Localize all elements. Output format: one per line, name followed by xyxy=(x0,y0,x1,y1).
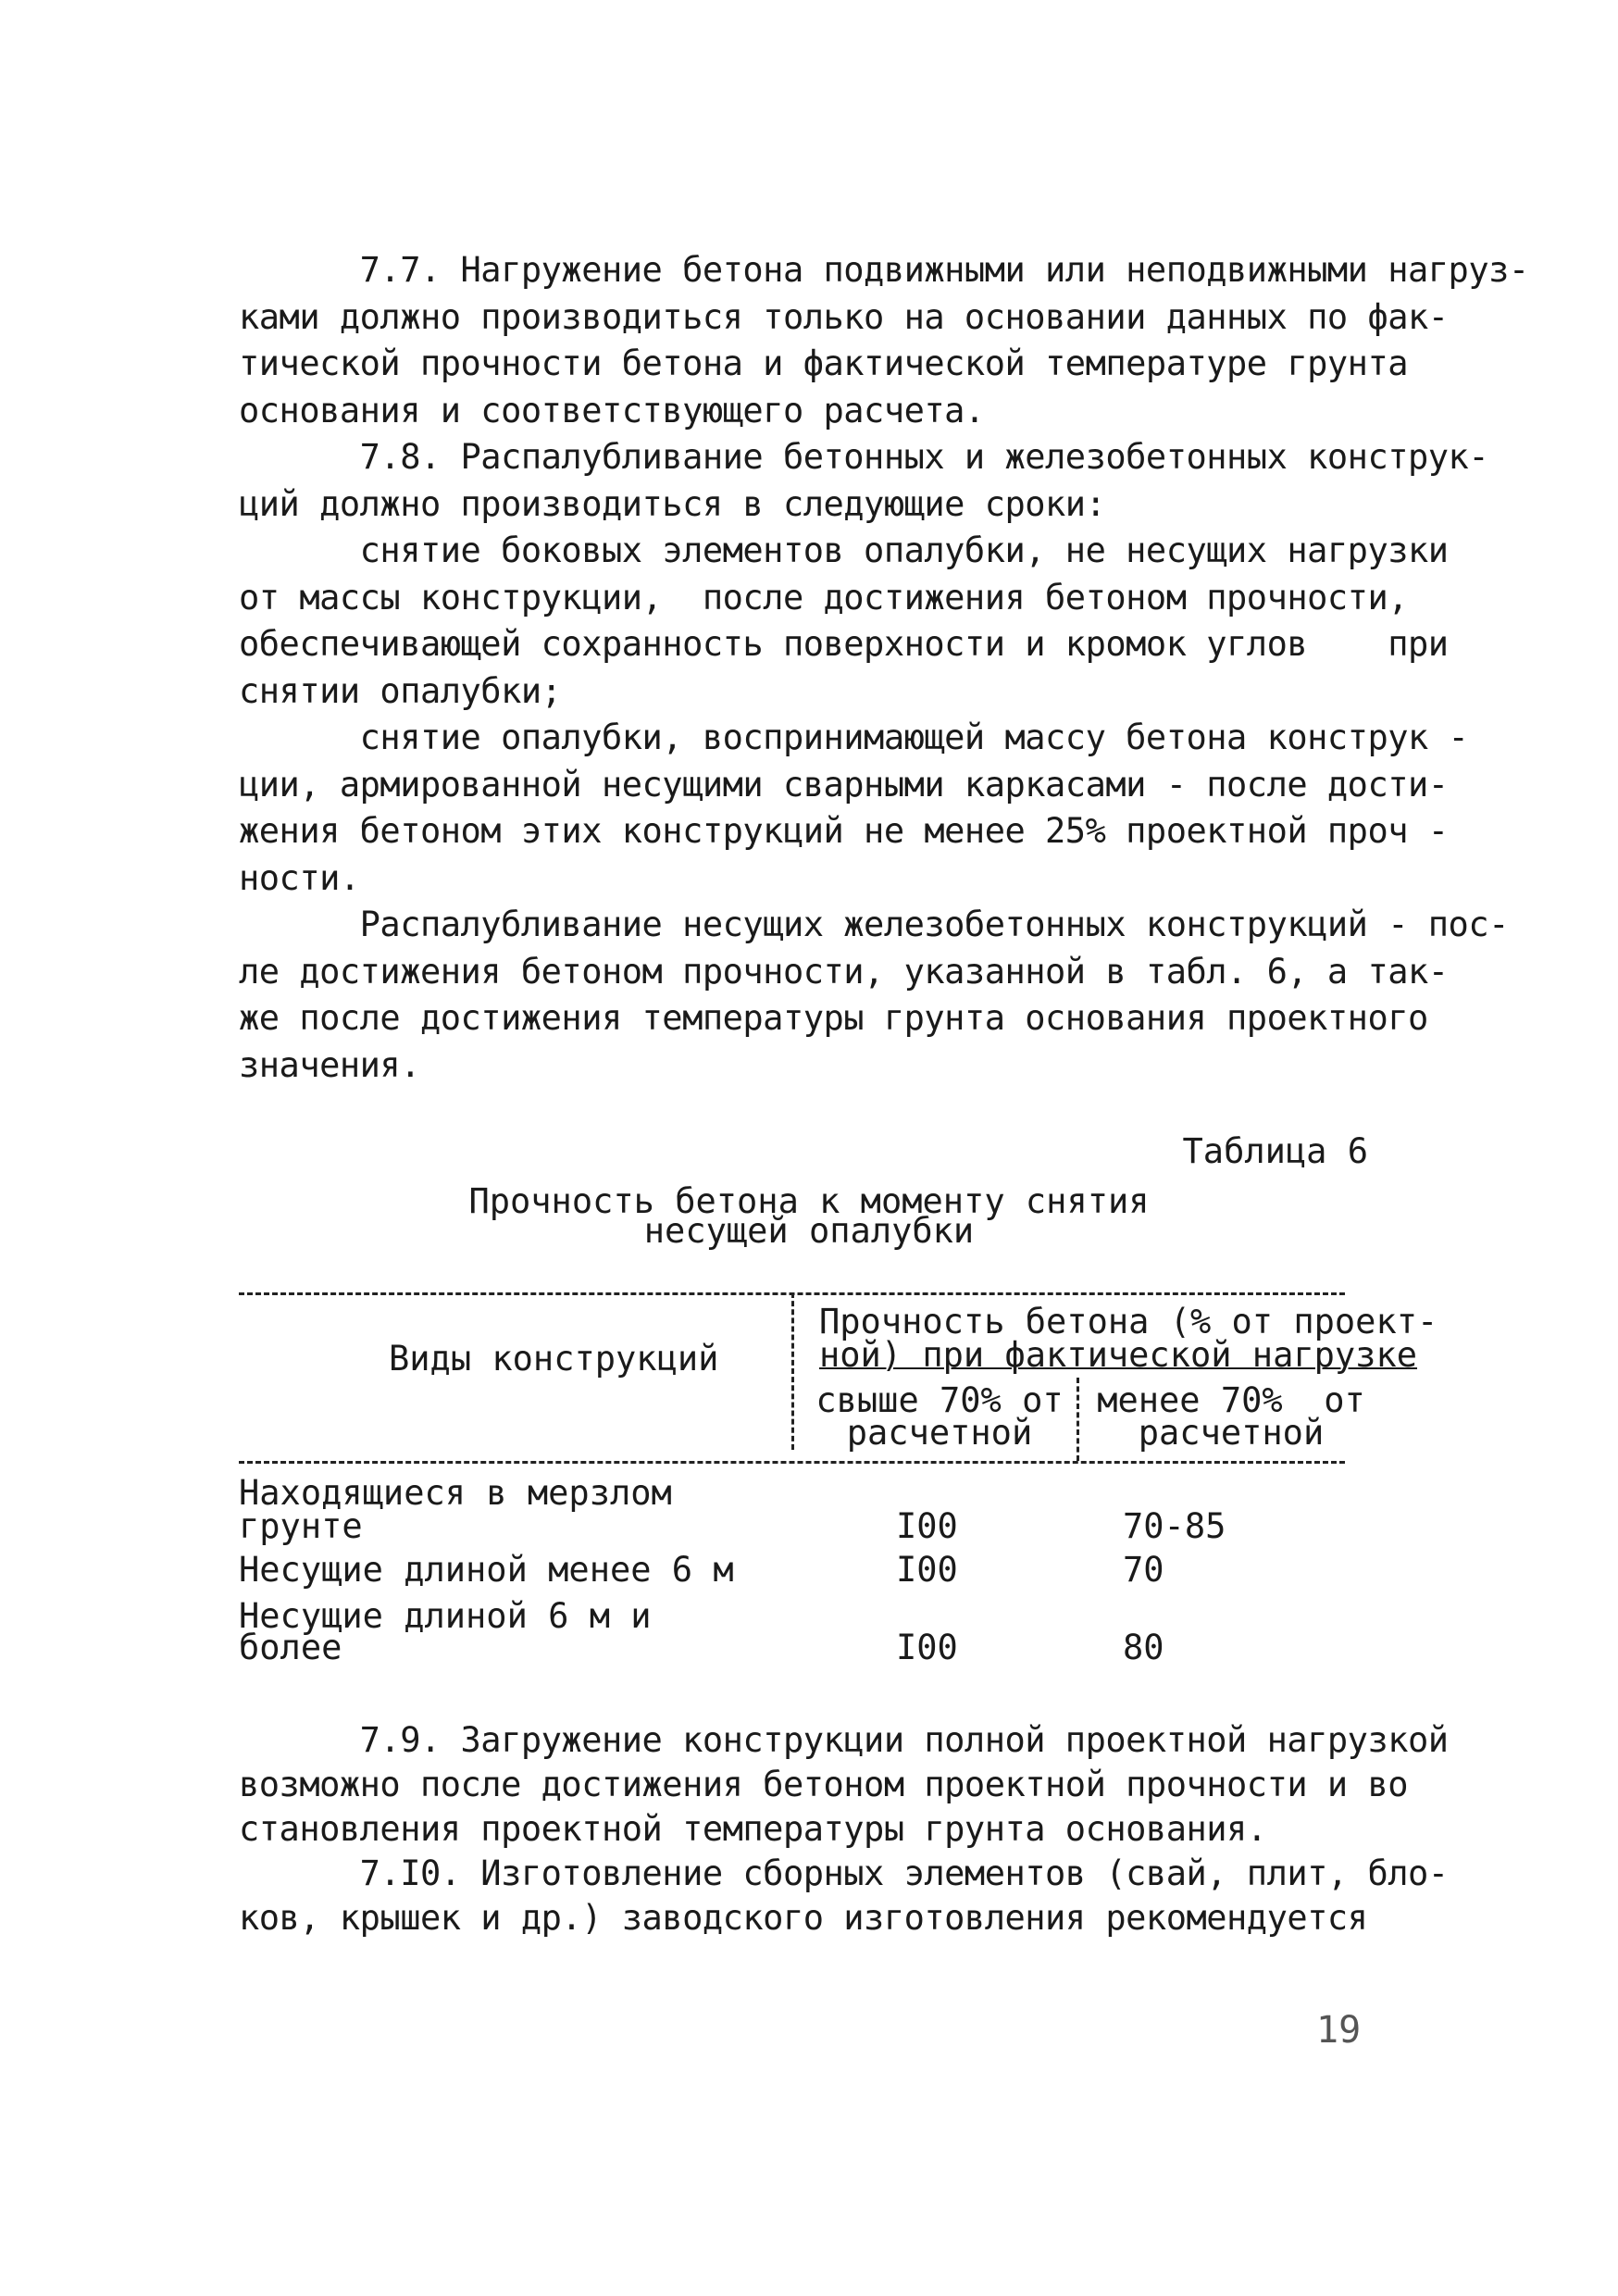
text-line: обеспечивающей сохранность поверхности и кромок углов при xyxy=(239,624,1449,664)
row-name-line1: Несущие длиной 6 м и xyxy=(239,1596,652,1636)
table-col-divider xyxy=(791,1292,794,1450)
text-line: тической прочности бетона и фактической температуре грунта xyxy=(239,343,1409,383)
group-header-line2: ной) при фактической нагрузке xyxy=(819,1335,1418,1375)
table-label: Таблица 6 xyxy=(1182,1131,1368,1171)
table-header-rule xyxy=(239,1461,1345,1464)
col-header-types: Виды конструкций xyxy=(389,1339,719,1379)
text-line: основания и соответствующего расчета. xyxy=(239,390,985,430)
text-line: снятие боковых элементов опалубки, не несущих нагрузки xyxy=(239,530,1449,570)
text-line: Распалубливание несущих железобетонных конструкций - пос- xyxy=(239,905,1509,944)
text-line: от массы конструкции, после достижения бетоном прочности, xyxy=(239,577,1409,618)
row-value-above-70: I00 xyxy=(896,1628,958,1667)
row-name-line1: Находящиеся в мерзлом xyxy=(239,1473,672,1513)
text-line: ности. xyxy=(239,857,360,898)
subheader-above-70-line1: свыше 70% от xyxy=(815,1380,1064,1420)
row-value-below-70: 70-85 xyxy=(1123,1506,1226,1546)
row-name-line1: Несущие длиной менее 6 м xyxy=(239,1550,734,1590)
subheader-below-70-line1: менее 70% от xyxy=(1097,1380,1365,1420)
row-value-below-70: 70 xyxy=(1123,1550,1164,1590)
text-line: 7.9. Загружение конструкции полной проектной нагрузкой xyxy=(239,1720,1449,1760)
subheader-above-70-line2: расчетной xyxy=(846,1413,1033,1453)
group-header-line1: Прочность бетона (% от проект- xyxy=(819,1302,1438,1341)
text-line: жения бетоном этих конструкций не менее 25% проектной проч - xyxy=(239,811,1449,851)
table-title-line1: Прочность бетона к моменту снятия xyxy=(468,1181,1150,1221)
text-line: 7.I0. Изготовление сборных элементов (свай, плит, бло- xyxy=(239,1853,1449,1893)
text-line: становления проектной температуры грунта основания. xyxy=(239,1809,1267,1849)
text-line: значения. xyxy=(239,1044,420,1085)
text-line: возможно после достижения бетоном проектной прочности и во xyxy=(239,1765,1409,1804)
row-name-line2: грунте xyxy=(239,1506,363,1546)
row-value-above-70: I00 xyxy=(896,1550,958,1590)
text-line: ков, крышек и др.) заводского изготовления рекомендуется xyxy=(239,1898,1368,1938)
text-line: ле достижения бетоном прочности, указанной в табл. 6, а так- xyxy=(239,951,1449,992)
text-line: снятии опалубки; xyxy=(239,670,562,711)
table-title-line2: несущей опалубки xyxy=(643,1211,975,1251)
subheader-below-70-line2: расчетной xyxy=(1138,1413,1325,1453)
text-line: ции, армированной несущими сварными каркасами - после дости- xyxy=(239,764,1449,805)
table-subcol-divider xyxy=(1077,1378,1079,1461)
text-line: же после достижения температуры грунта основания проектного xyxy=(239,998,1428,1038)
row-value-above-70: I00 xyxy=(896,1506,958,1546)
row-name-line2: более xyxy=(239,1628,342,1667)
text-line: 7.8. Распалубливание бетонных и железобетонных конструк- xyxy=(239,437,1489,477)
row-value-below-70: 80 xyxy=(1123,1628,1164,1667)
page-number: 19 xyxy=(1316,2009,1362,2052)
text-line: снятие опалубки, воспринимающей массу бетона конструк - xyxy=(239,718,1469,757)
text-line: ками должно производиться только на основании данных по фак- xyxy=(239,296,1449,337)
text-line: 7.7. Нагружение бетона подвижными или неподвижными нагруз- xyxy=(239,250,1529,290)
text-line: ций должно производиться в следующие сроки: xyxy=(239,483,1106,524)
